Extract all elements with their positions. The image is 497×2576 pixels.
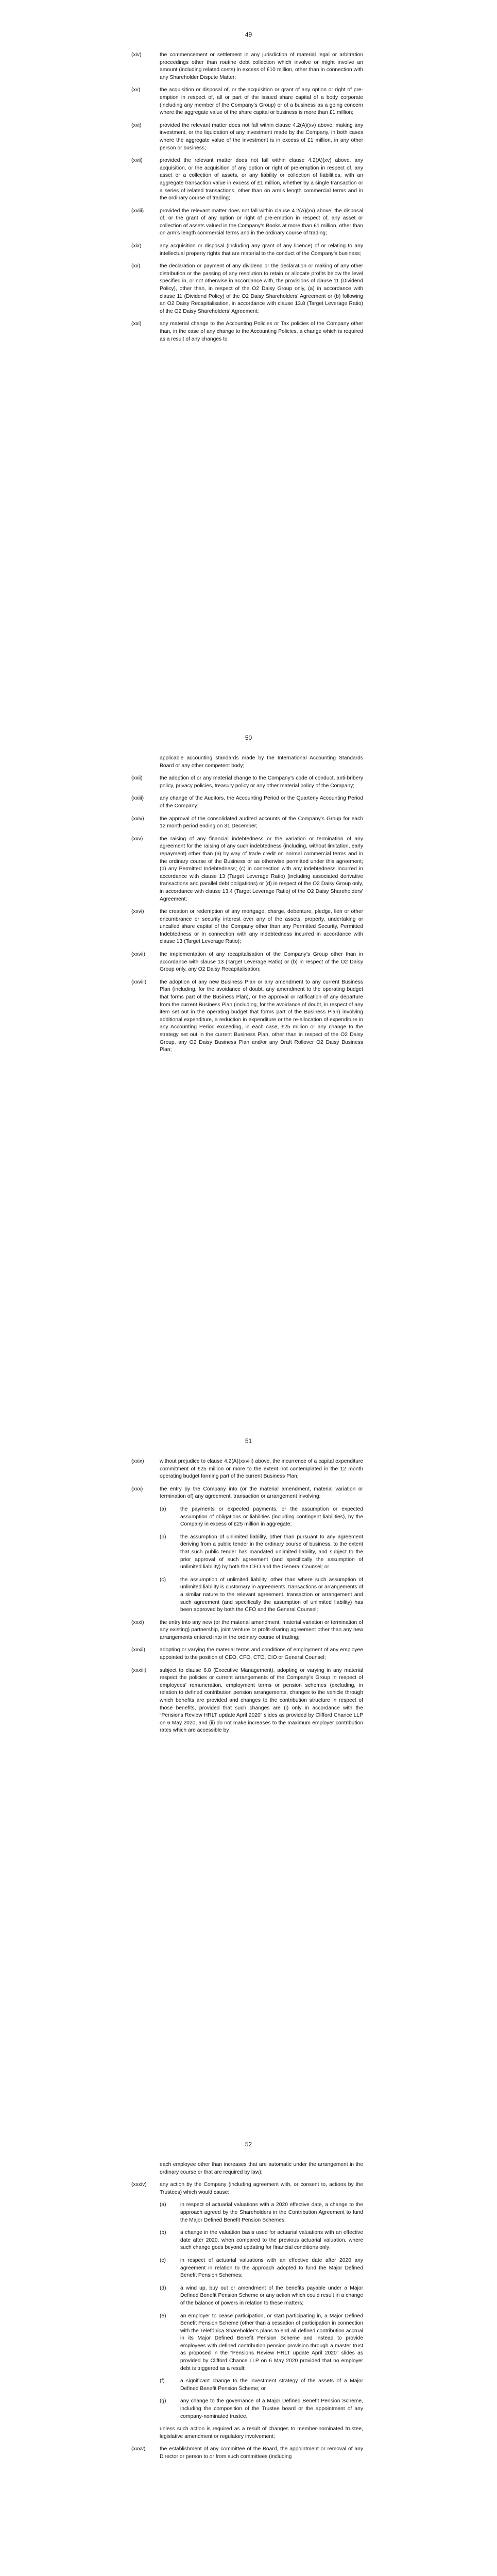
clause xyxy=(131,243,363,258)
page-number: 50 xyxy=(245,734,252,741)
clause xyxy=(131,1647,363,1662)
clause-number: (xxxv) xyxy=(131,2446,146,2452)
clause-number: (xxi) xyxy=(131,321,142,327)
clause-text: any material change to the Accounting Policies or Tax policies of the Company other than, in the case of any change to the Accounting Policies, a change which is required as a result of any changes to xyxy=(160,321,363,342)
clause-number: (xxxi) xyxy=(131,1619,144,1625)
sub-clause-text: a wind up, buy out or amendment of the benefits payable under a Major Defined Benefit Pension Scheme or any action which could result in a change of the balance of powers in relation to these matters; xyxy=(180,2285,363,2306)
clause-number: (xxvii) xyxy=(131,952,145,958)
sub-clause-number: (b) xyxy=(160,1534,166,1540)
clause-text: the implementation of any recapitalisation of the Company’s Group other than in accordance with clause 13 (Target Leverage Ratio) or (b) in respect of the O2 Daisy Group only, any O2 Daisy Recapitalisation; xyxy=(160,952,363,973)
sub-clause-text: an employer to cease participation, or start participating in, a Major Defined Benefit Pension Scheme (other than a cessation of participation in connection with the Telefónica Shareholder’s plans to end all defined contribution accrual in its Major Defined Benefit Pension Scheme and instead to provide employees with defined contribution pension provision through a master trust as proposed in the “Pensions Review HRLT update April 2020” slides as provided by Clifford Chance LLP on 6 May 2020 provided that no employer debt is triggered as a result; xyxy=(180,2313,363,2371)
page-number: 52 xyxy=(245,2141,252,2148)
clause xyxy=(131,775,363,790)
clause-number: (xix) xyxy=(131,243,142,249)
clause-number: (xxviii) xyxy=(131,979,147,985)
sub-clause xyxy=(160,2229,363,2252)
clause-number: (xxxiii) xyxy=(131,1667,147,1673)
clause xyxy=(131,1458,363,1481)
clause-text: the establishment of any committee of the Board, the appointment or removal of any Director or person to or from such committees (including xyxy=(160,2446,363,2460)
clause-text: the commencement or settlement in any jurisdiction of material legal or arbitration proceedings other than routine debt collection which involve or might involve an amount (including related costs) in excess of £10 million, other than in connection with any Shareholder Dispute Matter; xyxy=(160,52,363,80)
sub-clause xyxy=(160,1534,363,1571)
clause-text: the approval of the consolidated audited accounts of the Company’s Group for each 12 month period ending on 31 December; xyxy=(160,816,363,829)
clause-number: (xxiii) xyxy=(131,795,144,802)
sub-clause xyxy=(160,2285,363,2308)
sub-clause xyxy=(160,2201,363,2224)
clause-text: provided the relevant matter does not fall within clause 4.2(A)(xv) above, the disposal of, or the grant of any option or right of pre-emption in respect of, any asset or collection of assets valued in the Company’s Books at more than £1 million, other than on arm’s length commercial terms and in the ordinary course of trading; xyxy=(160,208,363,236)
page-number: 51 xyxy=(245,1437,252,1445)
clause xyxy=(131,263,363,315)
clause xyxy=(131,836,363,903)
sub-clause-text: in respect of actuarial valuations with an effective date after 2020 any agreement in relation to the approach adopted to fund the Major Defined Benefit Pension Schemes; xyxy=(180,2257,363,2279)
clause-text: the entry into any new (or the material amendment, material variation or termination of any existing) partnership, joint venture or profit-sharing agreement other than any new arrangements entered into in the ordinary course of trading; xyxy=(160,1619,363,1640)
page-number: 49 xyxy=(245,31,252,38)
clause-text: adopting or varying the material terms and conditions of employment of any employee appointed to the position of CEO, CFO, CTO, CIO or General Counsel; xyxy=(160,1647,363,1661)
sub-clause-number: (b) xyxy=(160,2230,166,2236)
clause-number: (xv) xyxy=(131,87,141,93)
clause-number: (xiv) xyxy=(131,52,142,58)
clause-number: (xxiv) xyxy=(131,816,144,822)
clause xyxy=(131,908,363,946)
clause-text: provided the relevant matter does not fall within clause 4.2(A)(xv) above, any acquisition, or the acquisition of any option or right of pre-emption in respect of, any asset or a collection of assets, or any liability or collection of liabilities, with an aggregate transaction value in excess of £1 million, whether by a single transaction or a series of related transactions, other than on arm’s length commercial terms and in the ordinary course of trading; xyxy=(160,158,363,201)
clause-text: the adoption of or any material change to the Company’s code of conduct, anti-bribery policy, privacy policies, treasury policy or any other material policy of the Company; xyxy=(160,775,363,789)
sub-clause-text: any change to the governance of a Major Defined Benefit Pension Scheme, including the composition of the Trustee board or the appointment of any company-nominated trustee, xyxy=(180,2398,363,2419)
clause-text: the creation or redemption of any mortgage, charge, debenture, pledge, lien or other encumbrance or security interest over any of the assets, property, undertaking or uncalled share capital of the Company other than any Permitted Security, Permitted Indebtedness or in connection with any indebtedness incurred in accordance with clause 13 (Target Leverage Ratio); xyxy=(160,909,363,945)
clause xyxy=(131,208,363,238)
sub-clause xyxy=(160,2257,363,2280)
sub-clause-text: the assumption of unlimited liability, other than pursuant to any agreement deriving from a public tender in the ordinary course of business, to the extent that such public tender has mandated unlimited liability, and subject to the prior approval of such agreement (and specifically the assumption of unlimited liability) by both the CFO and the General Counsel; or xyxy=(180,1534,363,1570)
document-page xyxy=(0,2110,497,2576)
sub-clause-number: (d) xyxy=(160,2285,166,2291)
clause xyxy=(131,1486,363,1501)
clause xyxy=(131,87,363,116)
clause-text: the declaration or payment of any dividend or the declaration or making of any other distribution or the passing of any resolution to retain or allocate profits below the level specified in, or not otherwise in accordance with, the provisions of clause 11 (Dividend Policy), other than, in respect of the O2 Daisy Group only, (a) in accordance with clause 11 (Dividend Policy) of the O2 Daisy Shareholders’ Agreement or (b) following an O2 Daisy Recapitalisation, in accordance with clause 13.8 (Target Leverage Ratio) of the O2 Daisy Shareholders’ Agreement; xyxy=(160,263,363,314)
clause-text: any acquisition or disposal (including any grant of any licence) of or relating to any intellectual property rights that are material to the conduct of the Company’s business; xyxy=(160,243,363,257)
clause-number: (xxix) xyxy=(131,1459,144,1464)
sub-clause-text: the assumption of unlimited liability, other than where such assumption of unlimited liability is customary in agreements, transactions or arrangements of a similar nature to the relevant agreement, transaction or arrangement and such agreement (and specifically the assumption of unlimited liability) has been approved by both the CFO and the General Counsel; xyxy=(180,1577,363,1613)
clause-number: (xxx) xyxy=(131,1486,143,1492)
clause-text: any action by the Company (including agreement with, or consent to, actions by the Trustees) which would cause: xyxy=(160,2182,363,2195)
clause xyxy=(131,1619,363,1642)
clause-text: provided the relevant matter does not fall within clause 4.2(A)(xv) above, making any investment, or the liquidation of any investment made by the Company, in both cases where the aggregate value of the investment is in excess of £1 million, in any other person or business; xyxy=(160,122,363,151)
page-content xyxy=(131,52,363,348)
clause-text: the entry by the Company into (or the material amendment, material variation or termination of) any agreement, transaction or arrangement involving: xyxy=(160,1486,363,1500)
page-content xyxy=(131,1458,363,1740)
sub-clause-text: a significant change to the investment strategy of the assets of a Major Defined Benefit Pension Scheme; or xyxy=(180,2378,363,2392)
clause-number: (xxii) xyxy=(131,775,143,782)
clause xyxy=(131,2446,363,2461)
document-page xyxy=(0,0,497,703)
sub-clause xyxy=(160,2378,363,2393)
sub-clause-number: (a) xyxy=(160,2202,166,2208)
clause-text: without prejudice to clause 4.2(A)(xxviii) above, the incurrence of a capital expenditure commitment of £25 million or more to the extent not contemplated in the 12 month operating budget forming part of the current Business Plan; xyxy=(160,1459,363,1480)
page-content xyxy=(131,755,363,1059)
clause-number: (xvii) xyxy=(131,158,143,164)
sub-clause-number: (a) xyxy=(160,1506,166,1512)
sub-clause-text: the payments or expected payments, or the assumption or expected assumption of obligations or liabilities (including contingent liabilities), by the Company in excess of £25 million in aggregate; xyxy=(180,1506,363,1528)
sub-clause xyxy=(160,1506,363,1529)
clause xyxy=(131,2181,363,2196)
clause xyxy=(131,951,363,974)
sub-clause xyxy=(160,2313,363,2373)
clause-number: (xviii) xyxy=(131,208,144,214)
sub-clause-number: (f) xyxy=(160,2378,165,2384)
clause-number: (xx) xyxy=(131,263,141,269)
sub-clause-number: (g) xyxy=(160,2398,166,2404)
sub-clause-text: in respect of actuarial valuations with a 2020 effective date, a change to the approach agreed by the Shareholders in the Contribution Agreement to fund the Major Defined Benefit Pension Schemes; xyxy=(180,2202,363,2223)
document-page xyxy=(0,1406,497,2110)
sub-clause-number: (e) xyxy=(160,2313,166,2319)
clause xyxy=(131,979,363,1054)
clause xyxy=(131,157,363,202)
clause xyxy=(131,52,363,81)
document-page xyxy=(0,703,497,1406)
sub-clause-text: a change in the valuation basis used for actuarial valuations with an effective date after 2020, when compared to the previous actuarial valuation, where such change goes beyond updating for financial conditions only; xyxy=(180,2230,363,2251)
clause-text: the acquisition or disposal of, or the acquisition or grant of any option or right of pre-emption in respect of, all or part of the issued share capital of a body corporate (including any member of the Company’s Group) or of a business as a going concern where the aggregate value of the share capital or business is more than £1 million; xyxy=(160,87,363,116)
clause xyxy=(131,122,363,152)
clause-text: the raising of any financial indebtedness or the variation or termination of any agreement for the raising of any such indebtedness (including, without limitation, early repayment) other than (a) by way of trade credit on normal commercial terms and in the ordinary course of the Business or as otherwise permitted under this agreement; (b) any Permitted Indebtedness; (c) in connection with any indebtedness incurred in accordance with clause 13 (Target Leverage Ratio) (including associated derivative transactions and parallel debt obligations) or (d) in respect of the O2 Daisy Group only, in accordance with clause 13.4 (Target Leverage Ratio) of the O2 Daisy Shareholders’ Agreement; xyxy=(160,836,363,902)
sub-clause-number: (c) xyxy=(160,1577,166,1583)
sub-clause xyxy=(160,1577,363,1614)
clause-number: (xvi) xyxy=(131,122,142,128)
clause-text: the adoption of any new Business Plan or any amendment to any current Business Plan (including, for the avoidance of doubt, any amendment to the operating budget that forms part of the Business Plan), or the approval or ratification of any departure from the current Business Plan (including, for the avoidance of doubt, in respect of any item set out in the operating budget that forms part of the Business Plan) involving additional expenditure, a reduction in expenditure or the re-allocation of expenditure in any Accounting Period exceeding, in each case, £25 million or any change to the strategy set out in the current Business Plan, other than in respect of the O2 Daisy Group, any O2 Daisy Business Plan and/or any Draft Rollover O2 Daisy Business Plan; xyxy=(160,979,363,1053)
paragraph: each employee other than increases that are automatic under the arrangement in the ordinary course or that are required by law); xyxy=(160,2162,363,2175)
paragraph: unless such action is required as a result of changes to member-nominated trustee, legislative amendment or regulatory involvement; xyxy=(160,2426,363,2439)
page-content xyxy=(131,2161,363,2466)
clause-text: subject to clause 6.8 (Executive Management), adopting or varying in any material respect the policies or current arrangements of the Company’s Group in respect of employees’ remuneration, employment terms or pension schemes (excluding, in relation to defined contribution pension arrangements, changes to the vehicle through which benefits are provided and changes to the contribution structure in respect of those benefits, provided that such changes are (i) only in accordance with the “Pensions Review HRLT update April 2020” slides as provided by Clifford Chance LLP on 6 May 2020, and (ii) do not make increases to the maximum employer contribution rates which are accessible by xyxy=(160,1667,363,1734)
clause xyxy=(131,320,363,343)
clause-number: (xxvi) xyxy=(131,909,144,915)
sub-clause xyxy=(160,2398,363,2420)
clause xyxy=(131,816,363,831)
clause-number: (xxxiv) xyxy=(131,2182,147,2188)
paragraph: applicable accounting standards made by the International Accounting Standards Board or any other competent body; xyxy=(160,755,363,769)
clause-number: (xxxii) xyxy=(131,1647,145,1653)
clause-number: (xxv) xyxy=(131,836,143,842)
clause-text: any change of the Auditors, the Accounting Period or the Quarterly Accounting Period of the Company; xyxy=(160,795,363,809)
clause xyxy=(131,795,363,810)
clause xyxy=(131,1667,363,1735)
sub-clause-number: (c) xyxy=(160,2257,166,2263)
